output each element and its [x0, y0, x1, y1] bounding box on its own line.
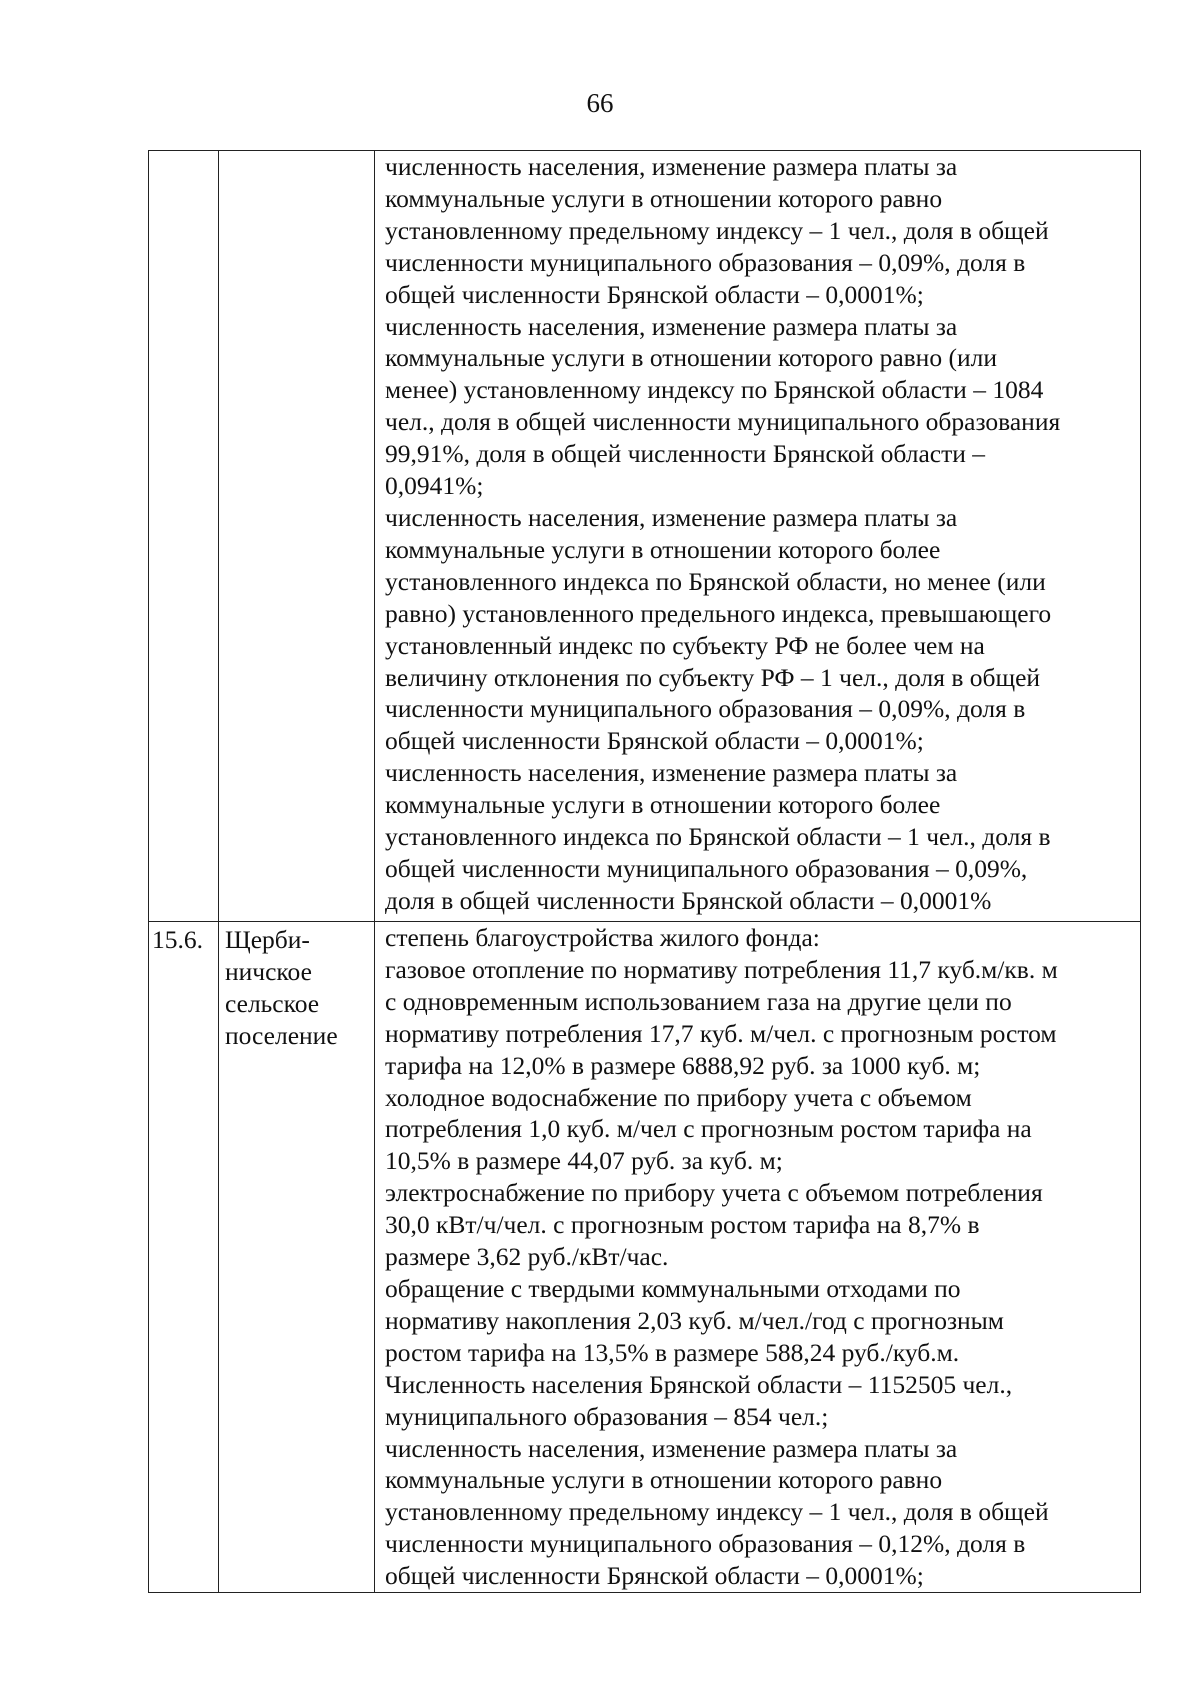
- description-line: тарифа на 12,0% в размере 6888,92 руб. за 1000 куб. м;: [385, 1050, 981, 1080]
- description-line: размере 3,62 руб./кВт/час.: [385, 1242, 669, 1272]
- row-number-cell: [149, 922, 219, 1593]
- description-text: [375, 151, 1140, 917]
- municipality-name: [219, 922, 374, 1052]
- document-table: [148, 150, 1141, 1593]
- description-line: 0,0941%;: [385, 471, 484, 501]
- description-line: 30,0 кВт/ч/чел. с прогнозным ростом тарифа на 8,7% в: [385, 1210, 980, 1240]
- description-cell: [375, 922, 1141, 1593]
- description-line: установленного индекса по Брянской области – 1 чел., доля в: [385, 822, 1051, 852]
- description-line: установленному предельному индексу – 1 чел., доля в общей: [385, 1497, 1049, 1527]
- municipality-name-cell: [219, 151, 375, 922]
- description-line: установленного индекса по Брянской области, но менее (или: [385, 566, 1046, 596]
- description-line: 99,91%, доля в общей численности Брянской области –: [385, 439, 986, 469]
- page-number: 66: [586, 88, 614, 118]
- description-line: численности муниципального образования – 0,12%, доля в: [385, 1529, 1026, 1559]
- description-line: нормативу накопления 2,03 куб. м/чел./год с прогнозным: [385, 1305, 1004, 1335]
- description-line: обращение с твердыми коммунальными отходами по: [385, 1273, 961, 1303]
- description-line: нормативу потребления 17,7 куб. м/чел. с прогнозным ростом: [385, 1018, 1057, 1048]
- description-line: установленный индекс по субъекту РФ не более чем на: [385, 630, 985, 660]
- description-line: численности муниципального образования – 0,09%, доля в: [385, 247, 1026, 277]
- description-line: численность населения, изменение размера платы за: [385, 502, 958, 532]
- municipality-name-line: поселение: [225, 1020, 338, 1050]
- description-line: общей численности Брянской области – 0,0001%;: [385, 1561, 924, 1591]
- description-line: чел., доля в общей численности муниципального образования: [385, 407, 1061, 437]
- table-row: [149, 922, 1141, 1593]
- description-line: муниципального образования – 854 чел.;: [385, 1401, 829, 1431]
- description-line: численность населения, изменение размера платы за: [385, 152, 958, 181]
- description-line: общей численности Брянской области – 0,0001%;: [385, 726, 924, 756]
- description-line: электроснабжение по прибору учета с объемом потребления: [385, 1178, 1043, 1208]
- description-line: коммунальные услуги в отношении которого более: [385, 790, 941, 820]
- description-line: общей численности муниципального образования – 0,09%,: [385, 853, 1028, 883]
- description-line: менее) установленному индексу по Брянской области – 1084: [385, 375, 1044, 405]
- description-line: с одновременным использованием газа на другие цели по: [385, 986, 1012, 1016]
- row-number: [149, 151, 218, 153]
- description-line: численность населения, изменение размера платы за: [385, 758, 958, 788]
- table-row: [149, 151, 1141, 922]
- description-cell: [375, 151, 1141, 922]
- description-line: общей численности Брянской области – 0,0001%;: [385, 279, 924, 309]
- description-line: численности муниципального образования – 0,09%, доля в: [385, 694, 1026, 724]
- description-line: ростом тарифа на 13,5% в размере 588,24 руб./куб.м.: [385, 1337, 960, 1367]
- municipality-name-cell: [219, 922, 375, 1593]
- row-number: 15.6.: [152, 925, 203, 954]
- description-line: коммунальные услуги в отношении которого более: [385, 534, 941, 564]
- description-line: степень благоустройства жилого фонда:: [385, 923, 820, 952]
- description-line: установленному предельному индексу – 1 чел., доля в общей: [385, 215, 1049, 245]
- description-line: холодное водоснабжение по прибору учета с объемом: [385, 1082, 972, 1112]
- description-line: коммунальные услуги в отношении которого равно (или: [385, 343, 997, 373]
- description-line: 10,5% в размере 44,07 руб. за куб. м;: [385, 1146, 783, 1176]
- municipality-name: [219, 151, 374, 153]
- description-line: коммунальные услуги в отношении которого равно: [385, 183, 943, 213]
- description-line: численность населения, изменение размера платы за: [385, 1433, 958, 1463]
- row-number-cell: [149, 151, 219, 922]
- description-line: коммунальные услуги в отношении которого равно: [385, 1465, 943, 1495]
- municipality-name-line: Щерби-: [225, 925, 310, 954]
- description-line: потребления 1,0 куб. м/чел с прогнозным ростом тарифа на: [385, 1114, 1032, 1144]
- description-line: величину отклонения по субъекту РФ – 1 чел., доля в общей: [385, 662, 1041, 692]
- description-line: равно) установленного предельного индекса, превышающего: [385, 598, 1052, 628]
- description-line: газовое отопление по нормативу потребления 11,7 куб.м/кв. м: [385, 954, 1058, 984]
- municipality-name-line: сельское: [225, 988, 320, 1018]
- municipality-name-line: ничское: [225, 956, 312, 986]
- description-line: Численность населения Брянской области – 1152505 чел.,: [385, 1369, 1013, 1399]
- description-line: доля в общей численности Брянской области – 0,0001%: [385, 885, 992, 915]
- description-line: численность населения, изменение размера платы за: [385, 311, 958, 341]
- description-text: [375, 922, 1140, 1592]
